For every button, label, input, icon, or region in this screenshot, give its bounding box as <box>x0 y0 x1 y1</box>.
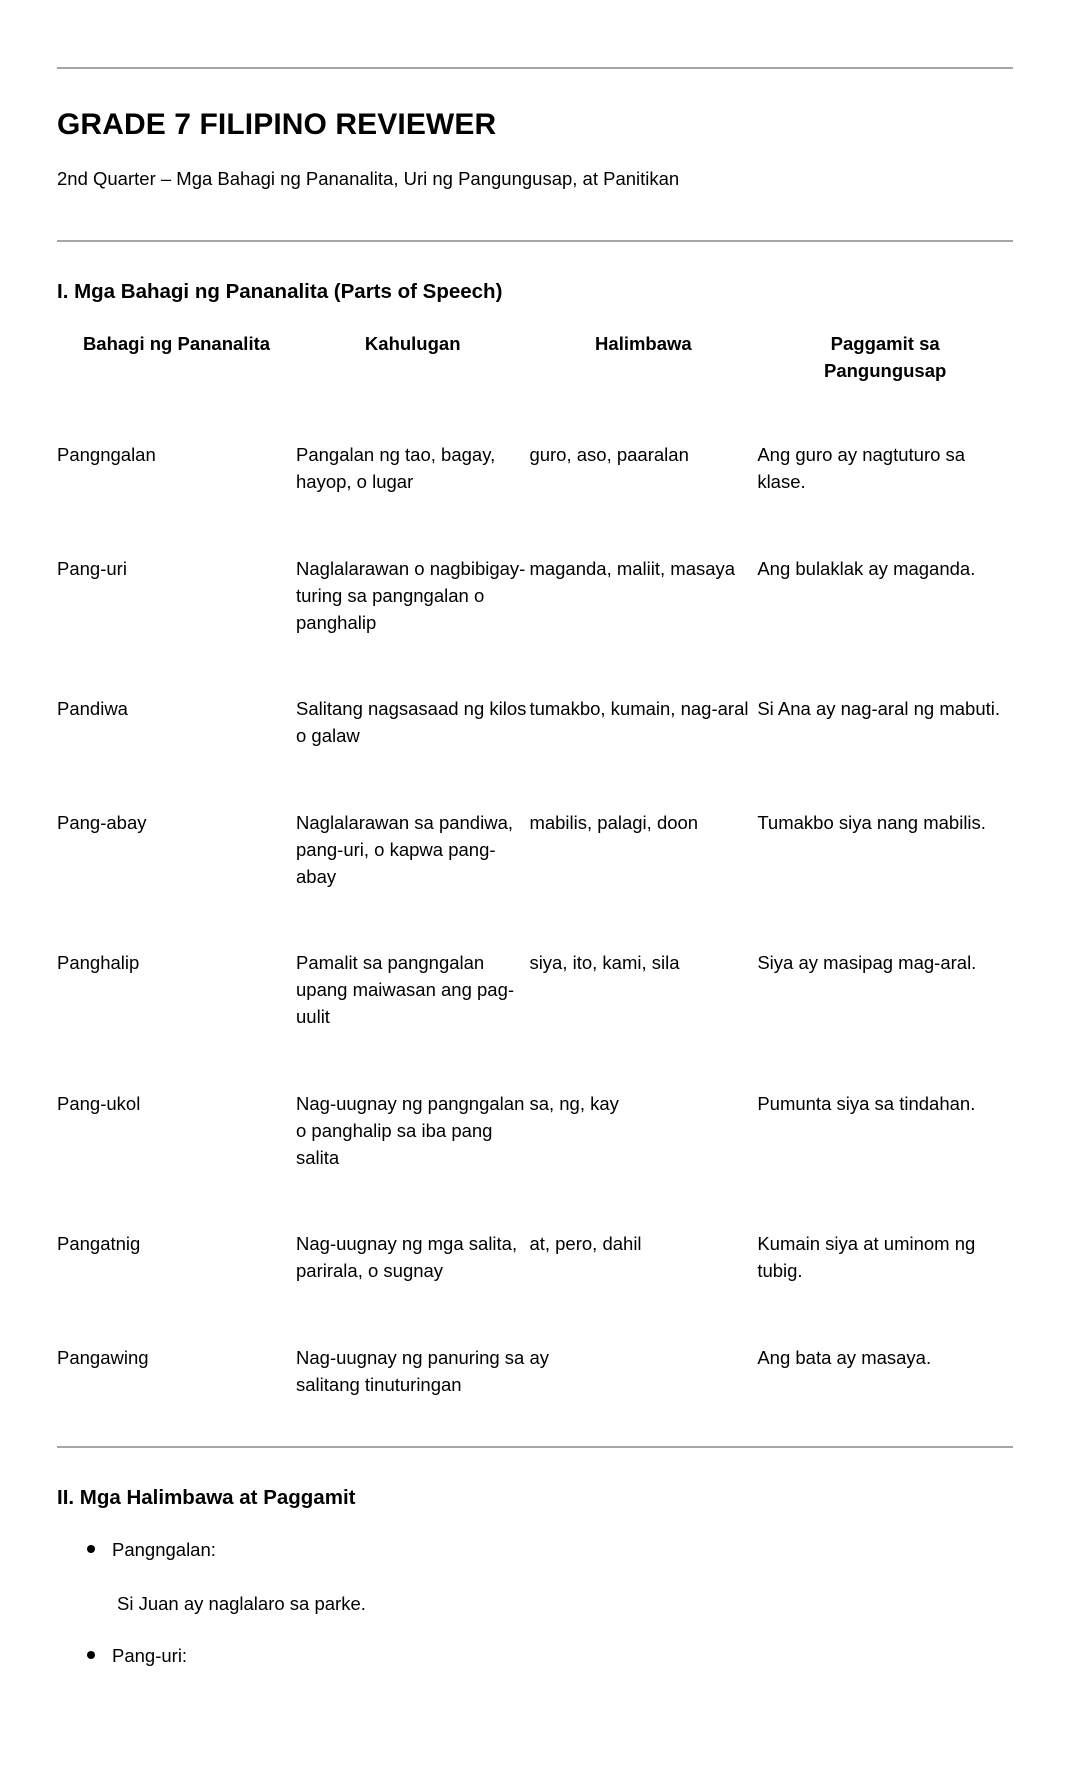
cell-paggamit: Si Ana ay nag-aral ng mabuti. <box>757 698 1001 720</box>
column-header-kahulugan-label: Kahulugan <box>364 332 461 354</box>
cell-halimbawa: at, pero, dahil <box>529 1233 642 1255</box>
section-heading-two: II. Mga Halimbawa at Paggamit <box>57 1485 356 1509</box>
cell-bahagi: Pangawing <box>57 1346 149 1368</box>
column-header-paggamit-line1: Paggamit sa <box>830 332 940 354</box>
cell-paggamit: Siya ay masipag mag-aral. <box>757 952 977 974</box>
cell-kahulugan: Nag-uugnay ng panuring sa salitang tinuturingan <box>296 1346 525 1395</box>
cell-paggamit: Tumakbo siya nang mabilis. <box>757 812 986 833</box>
column-header-halimbawa <box>529 331 757 395</box>
cell-bahagi: Pang-uri <box>57 557 127 579</box>
cell-halimbawa: ay <box>529 1346 549 1368</box>
column-header-halimbawa-label: Halimbawa <box>595 332 692 354</box>
cell-bahagi: Pandiwa <box>57 698 128 720</box>
header-divider-bottom <box>57 240 1013 242</box>
column-header-kahulugan <box>296 331 529 395</box>
cell-halimbawa: maganda, maliit, masaya <box>529 557 736 579</box>
list-item-label: Pangngalan: <box>112 1539 216 1561</box>
cell-kahulugan: Pangalan ng tao, bagay, hayop, o lugar <box>296 444 496 493</box>
page-title: GRADE 7 FILIPINO REVIEWER <box>57 108 497 141</box>
table-row <box>57 920 1013 1060</box>
table-row <box>57 666 1013 780</box>
cell-kahulugan: Naglalarawan o nagbibigay-turing sa pangngalan o panghalip <box>296 557 526 633</box>
cell-bahagi: Panghalip <box>57 952 140 974</box>
examples-list-continued <box>57 1643 1013 1669</box>
cell-paggamit: Pumunta siya sa tindahan. <box>757 1092 976 1114</box>
parts-of-speech-table <box>57 331 1013 1413</box>
table-row <box>57 780 1013 920</box>
document-content <box>57 0 1013 1669</box>
cell-bahagi: Pang-abay <box>57 812 147 833</box>
cell-bahagi: Pang-ukol <box>57 1092 141 1114</box>
list-item <box>57 1537 1013 1563</box>
cell-kahulugan: Pamalit sa pangngalan upang maiwasan ang pag-uulit <box>296 952 515 1028</box>
column-header-bahagi <box>57 331 296 395</box>
page-subtitle: 2nd Quarter – Mga Bahagi ng Pananalita, Uri ng Pangungusap, at Panitikan <box>57 168 680 189</box>
examples-list <box>57 1537 1013 1563</box>
header-divider-top <box>57 67 1013 69</box>
cell-halimbawa: sa, ng, kay <box>529 1092 619 1114</box>
table-row <box>57 526 1013 666</box>
table-row <box>57 1201 1013 1315</box>
section-heading-one: I. Mga Bahagi ng Pananalita (Parts of Speech) <box>57 280 503 304</box>
cell-paggamit: Ang bulaklak ay maganda. <box>757 557 976 579</box>
cell-kahulugan: Naglalarawan sa pandiwa, pang-uri, o kapwa pang-abay <box>296 812 513 887</box>
bullet-icon <box>87 1651 95 1659</box>
list-item <box>57 1643 1013 1669</box>
list-item-label: Pang-uri: <box>112 1644 188 1666</box>
bullet-icon <box>87 1545 95 1553</box>
cell-kahulugan: Salitang nagsasaad ng kilos o galaw <box>296 698 527 747</box>
cell-kahulugan: Nag-uugnay ng pangngalan o panghalip sa iba pang salita <box>296 1092 525 1168</box>
example-sentence-pangngalan: Si Juan ay naglalaro sa parke. <box>117 1593 366 1615</box>
table-row <box>57 1061 1013 1201</box>
section-divider <box>57 1446 1013 1448</box>
cell-paggamit: Ang guro ay nagtuturo sa klase. <box>757 444 966 493</box>
column-header-paggamit <box>757 331 1013 395</box>
cell-paggamit: Kumain siya at uminom ng tubig. <box>757 1233 976 1282</box>
cell-halimbawa: guro, aso, paaralan <box>529 444 689 466</box>
cell-halimbawa: mabilis, palagi, doon <box>529 812 699 833</box>
table-row <box>57 394 1013 526</box>
cell-bahagi: Pangngalan <box>57 444 156 466</box>
column-header-paggamit-line2: Pangungusap <box>824 359 947 381</box>
cell-halimbawa: siya, ito, kami, sila <box>529 952 680 974</box>
column-header-bahagi-label: Bahagi ng Pananalita <box>82 332 271 354</box>
cell-bahagi: Pangatnig <box>57 1233 141 1255</box>
table-header <box>57 331 1013 395</box>
table-row <box>57 1315 1013 1413</box>
cell-halimbawa: tumakbo, kumain, nag-aral <box>529 698 749 720</box>
table-body <box>57 394 1013 1412</box>
table-header-row <box>57 331 1013 395</box>
cell-kahulugan: Nag-uugnay ng mga salita, parirala, o sugnay <box>296 1233 518 1282</box>
cell-paggamit: Ang bata ay masaya. <box>757 1346 932 1368</box>
